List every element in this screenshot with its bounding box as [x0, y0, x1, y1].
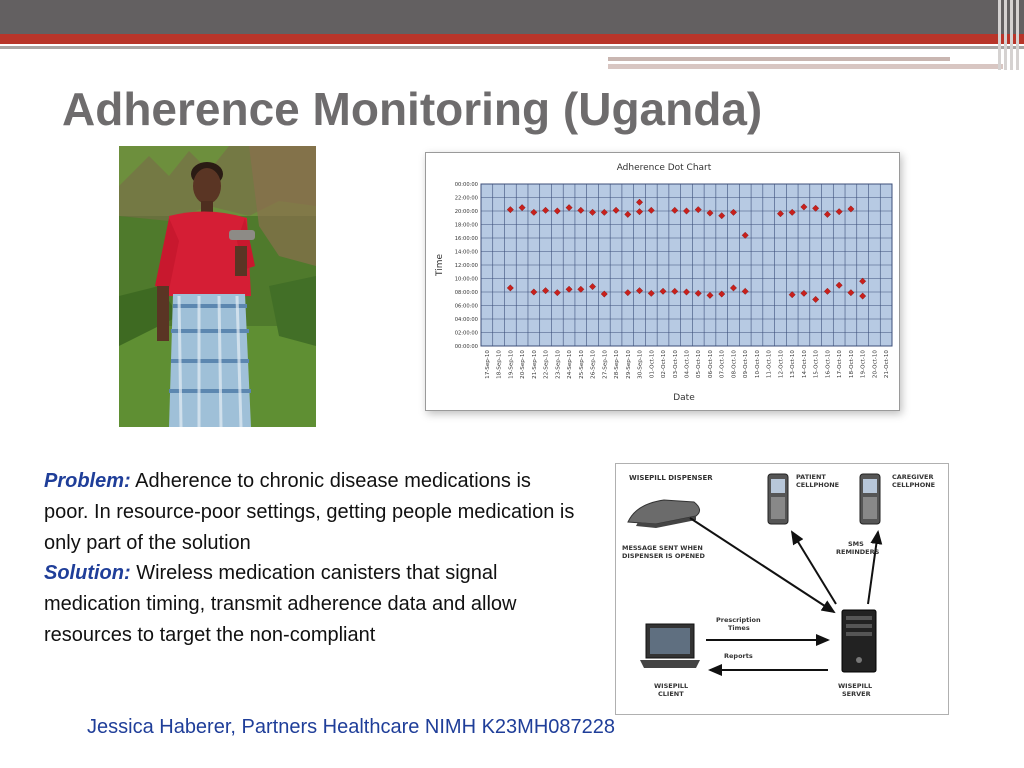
x-tick-label: 17-Oct-10 — [837, 350, 844, 379]
patient-label-line2: CELLPHONE — [796, 481, 840, 489]
y-tick-label: 14:00:00 — [454, 249, 478, 256]
header-red-stripe — [0, 34, 1024, 44]
y-tick-label: 12:00:00 — [454, 263, 478, 269]
photo-woman-with-dispenser — [119, 146, 316, 427]
x-tick-label: 02-Oct-10 — [661, 350, 668, 379]
x-tick-label: 12-Oct-10 — [778, 350, 785, 379]
x-tick-label: 19-Oct-10 — [860, 350, 867, 379]
caregiver-label-line1: CAREGIVER — [892, 473, 934, 481]
server-label-line2: SERVER — [842, 690, 871, 698]
client-laptop-icon — [640, 624, 700, 668]
x-tick-label: 20-Sep-10 — [520, 350, 527, 379]
y-tick-label: 10:00:00 — [454, 276, 478, 283]
y-tick-label: 04:00:00 — [454, 317, 478, 323]
x-tick-label: 26-Sep-10 — [590, 350, 597, 379]
x-tick-label: 10-Oct-10 — [754, 350, 761, 379]
problem-text: Adherence to chronic disease medications is poor. In resource-poor settings, getting people medication is only part of the solution — [44, 470, 575, 554]
x-tick-label: 27-Sep-10 — [602, 350, 609, 379]
x-tick-label: 17-Sep-10 — [484, 350, 491, 379]
patient-cellphone-icon — [768, 474, 788, 524]
server-label-line1: WISEPILL — [838, 682, 873, 690]
x-tick-label: 01-Oct-10 — [649, 350, 656, 379]
x-tick-label: 22-Sep-10 — [543, 350, 550, 379]
x-tick-label: 20-Oct-10 — [872, 350, 879, 379]
patient-label-line1: PATIENT — [796, 473, 826, 481]
solution-label: Solution: — [44, 562, 131, 585]
y-tick-label: 08:00:00 — [454, 290, 478, 296]
x-tick-label: 18-Oct-10 — [848, 350, 855, 379]
wisepill-system-diagram — [615, 463, 949, 715]
y-tick-label: 02:00:00 — [454, 330, 478, 337]
x-tick-label: 19-Sep-10 — [508, 350, 515, 379]
x-axis-label: Date — [673, 393, 695, 403]
y-tick-label: 20:00:00 — [454, 209, 478, 215]
x-tick-label: 11-Oct-10 — [766, 350, 773, 379]
adherence-chart-panel — [425, 152, 900, 411]
x-tick-label: 03-Oct-10 — [672, 350, 679, 379]
x-tick-label: 23-Sep-10 — [555, 350, 562, 379]
y-tick-label: 00:00:00 — [454, 182, 478, 188]
x-tick-label: 24-Sep-10 — [567, 350, 574, 379]
header-band — [0, 0, 1024, 34]
x-tick-label: 04-Oct-10 — [684, 350, 691, 379]
y-tick-label: 18:00:00 — [454, 222, 478, 229]
adherence-dot-chart — [426, 153, 899, 410]
x-tick-label: 30-Sep-10 — [637, 350, 644, 379]
solution-paragraph — [44, 558, 579, 650]
x-tick-label: 14-Oct-10 — [801, 350, 808, 379]
problem-label: Problem: — [44, 470, 131, 492]
x-tick-label: 13-Oct-10 — [790, 350, 797, 379]
x-tick-label: 05-Oct-10 — [696, 350, 703, 379]
x-tick-label: 07-Oct-10 — [719, 350, 726, 379]
message-label-line2: DISPENSER IS OPENED — [622, 552, 705, 560]
header-accent-stripe-lower — [608, 64, 1003, 69]
caregiver-cellphone-icon — [860, 474, 880, 524]
x-tick-label: 25-Sep-10 — [578, 350, 585, 379]
credit-line: Jessica Haberer, Partners Healthcare NIMH K23MH087228 — [87, 716, 616, 738]
client-label-line2: CLIENT — [658, 690, 684, 698]
x-tick-label: 21-Sep-10 — [531, 350, 538, 379]
y-tick-label: 16:00:00 — [454, 236, 478, 242]
y-tick-label: 06:00:00 — [454, 303, 478, 310]
x-tick-label: 06-Oct-10 — [707, 350, 714, 379]
x-tick-label: 21-Oct-10 — [884, 350, 891, 379]
problem-solution-text — [44, 466, 579, 651]
problem-paragraph — [44, 466, 579, 558]
x-tick-label: 08-Oct-10 — [731, 350, 738, 379]
client-label-line1: WISEPILL — [654, 682, 689, 690]
x-tick-labels — [485, 350, 890, 379]
arrow-server-to-caregiver — [868, 532, 878, 604]
solution-text: Wireless medication canisters that signal medication timing, transmit adherence data and allow resources to target the non-compliant — [44, 562, 517, 646]
server-tower-icon — [842, 610, 876, 672]
sms-label-line2: REMINDERS — [836, 548, 880, 556]
x-tick-label: 15-Oct-10 — [813, 350, 820, 379]
y-tick-labels — [455, 182, 478, 350]
header-accent-stripe — [608, 57, 950, 61]
sms-label-line1: SMS — [848, 540, 864, 548]
arrow-server-to-patient — [792, 532, 836, 604]
y-axis-label: Time — [435, 253, 445, 277]
y-tick-label: 22:00:00 — [454, 195, 478, 202]
chart-title: Adherence Dot Chart — [616, 163, 712, 173]
dispenser-icon — [628, 500, 700, 528]
dispenser-label: WISEPILL DISPENSER — [629, 474, 713, 482]
message-label-line1: MESSAGE SENT WHEN — [622, 544, 703, 552]
y-tick-label: 00:00:00 — [454, 344, 478, 350]
prescription-label-line1: Prescription — [716, 616, 761, 624]
x-tick-label: 29-Sep-10 — [625, 350, 632, 379]
reports-label: Reports — [724, 652, 753, 660]
slide-title: Adherence Monitoring (Uganda) — [62, 83, 763, 135]
header-grey-stripe — [0, 46, 1024, 49]
x-tick-label: 09-Oct-10 — [743, 350, 750, 379]
caregiver-label-line2: CELLPHONE — [892, 481, 936, 489]
x-tick-label: 18-Sep-10 — [496, 350, 503, 379]
x-tick-label: 16-Oct-10 — [825, 350, 832, 379]
x-tick-label: 28-Sep-10 — [614, 350, 621, 379]
prescription-label-line2: Times — [728, 624, 750, 632]
header-corner-bars — [998, 0, 1020, 70]
